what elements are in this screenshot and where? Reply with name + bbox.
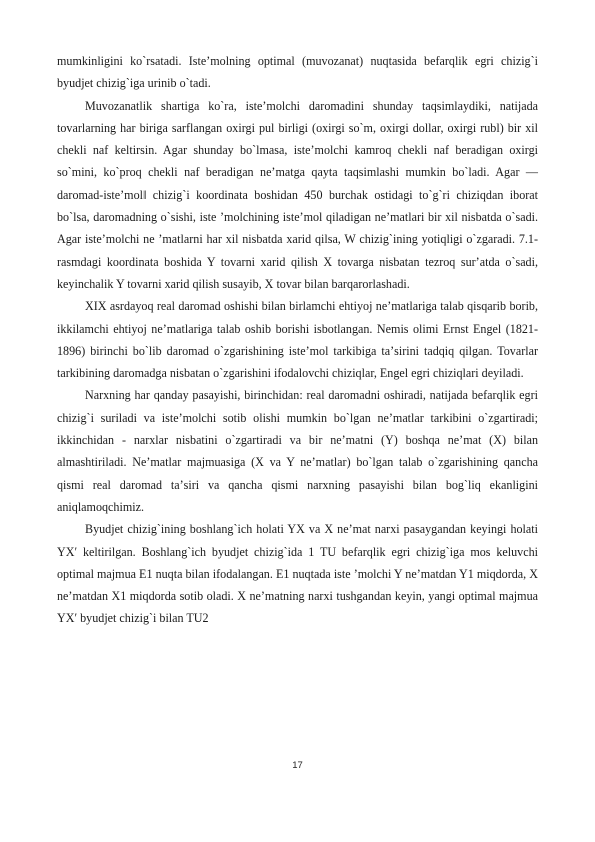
paragraph-price-effect: Narxning har qanday pasayishi, birinchidan: real daromadni oshiradi, natijada befarqlik egri chizig`i suriladi va isteʼmolchi sotib olishi mumkin bo`lgan neʼmatlar tarkibini o`zgartiradi; ikkinchidan - narxlar nisbatini o`zgartiradi va bir neʼmatni (Y) boshqa neʼmat (X) bilan almashtiriladi. Neʼmatlar majmuasiga (X va Y neʼmatlar) bo`lgan talab o`zgarishining qancha qismi real daromad taʼsiri va qancha qismi narxning pasayishi bilan bog`liq ekanligini aniqlamoqchimiz. <box>57 388 538 514</box>
body-text <box>57 50 538 630</box>
paragraph-engel: XIX asrdayoq real daromad oshishi bilan birlamchi ehtiyoj neʼmatlariga talab qisqarib borib, ikkilamchi ehtiyoj neʼmatlariga talab oshib borishi isbotlangan. Nemis olimi Ernst Engel (1821-1896) birinchi bo`lib daromad o`zgarishining isteʼmol tarkibiga taʼsirini tadqiq qilgan. Tovarlar tarkibining daromadga nisbatan o`zgarishini ifodalovchi chiziqlar, Engel egri chiziqlari deyiladi. <box>57 299 538 381</box>
page-number: 17 <box>292 760 303 771</box>
paragraph-equilibrium: Muvozanatlik shartiga ko`ra, isteʼmolchi daromadini shunday taqsimlaydiki, natijada tovarlarning har biriga sarflangan oxirgi pul birligi (oxirgi so`m, oxirgi dollar, oxirgi rubl) bir xil chekli naf keltirsin. Agar shunday bo`lmasa, isteʼmolchi kamroq chekli naf beradigan oxirgi so`mini, ko`proq chekli naf beradigan neʼmatga qayta taqsimlashi mumkin bo`ladi. Agar —daromad-isteʼmol‖ chizig`i koordinata boshidan 450 burchak ostidagi to`g`ri chiziqdan iborat bo`lsa, daromadning o`sishi, iste ʼmolchining isteʼmol qiladigan neʼmatlari bir xil nisbatda o`sadi. Agar isteʼmolchi ne ʼmatlarni har xil nisbatda xarid qilsa, W chizig`ining yotiqligi o`zgaradi. 7.1-rasmdagi koordinata boshida Y tovarni xarid qilish X tovarga nisbatan tezroq surʼatda o`sadi, keyinchalik Y tovarni xarid qilish susayib, X tovar bilan barqarorlashadi. <box>57 98 538 291</box>
paragraph-continuation: mumkinligini ko`rsatadi. Isteʼmolning optimal (muvozanat) nuqtasida befarqlik egri chizig`i byudjet chizig`iga urinib o`tadi. <box>57 54 538 91</box>
paragraph-budget-line: Byudjet chizig`ining boshlang`ich holati YX va X neʼmat narxi pasaygandan keyingi holati YXʹ keltirilgan. Boshlang`ich byudjet chizig`ida 1 TU befarqlik egri chizig`iga mos keluvchi optimal majmua E1 nuqta bilan ifodalangan. E1 nuqtada iste ʼmolchi Y neʼmatdan Y1 miqdorda, X neʼmatdan X1 miqdorda sotib oladi. X neʼmatning narxi tushgandan keyin, yangi optimal majmua YXʹ byudjet chizig`i bilan TU2 <box>57 522 538 626</box>
